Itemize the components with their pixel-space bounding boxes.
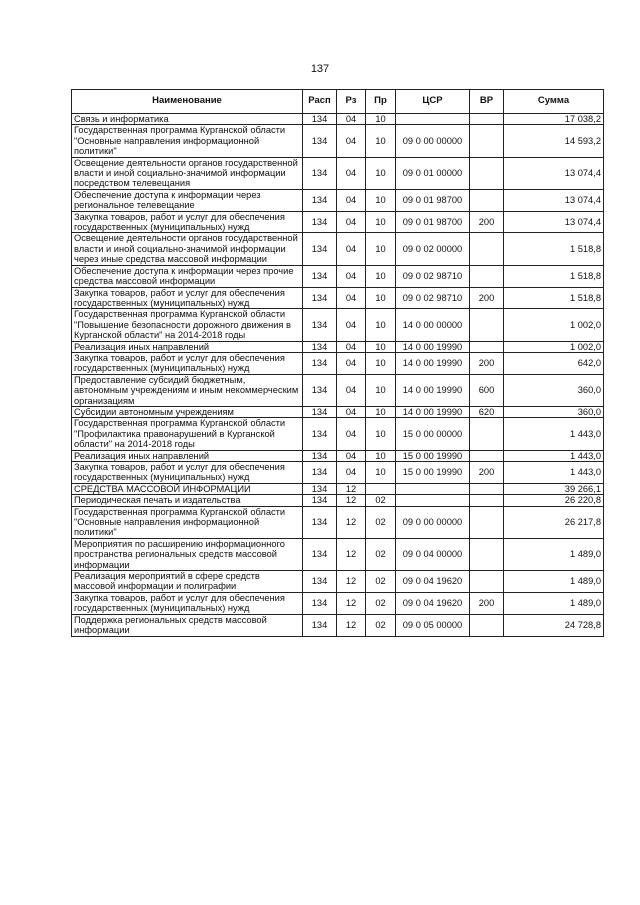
cell-rz: 04 (337, 287, 366, 309)
cell-vr (470, 418, 504, 450)
cell-pr: 02 (366, 495, 396, 506)
cell-vr (470, 157, 504, 189)
cell-rz: 12 (337, 592, 366, 614)
cell-rz: 04 (337, 341, 366, 352)
cell-vr: 200 (470, 211, 504, 233)
cell-vr: 620 (470, 406, 504, 417)
cell-name: Связь и информатика (72, 114, 303, 125)
cell-rz: 12 (337, 495, 366, 506)
cell-sum: 13 074,4 (504, 157, 604, 189)
cell-sum: 1 489,0 (504, 571, 604, 593)
table-row (72, 483, 604, 494)
cell-rz: 04 (337, 309, 366, 341)
cell-rasp: 134 (303, 125, 337, 157)
table-row (72, 157, 604, 189)
cell-rz: 12 (337, 571, 366, 593)
cell-csr: 09 0 00 00000 (396, 506, 470, 538)
cell-sum: 1 518,8 (504, 233, 604, 265)
cell-vr: 200 (470, 352, 504, 374)
cell-name: Государственная программа Курганской области "Профилактика правонарушений в Курганской области" на 2014-2018 годы (72, 418, 303, 450)
cell-sum: 360,0 (504, 406, 604, 417)
cell-vr (470, 309, 504, 341)
table-row (72, 538, 604, 570)
cell-name: Реализация иных направлений (72, 450, 303, 461)
cell-name: Поддержка региональных средств массовой информации (72, 614, 303, 636)
cell-name: Государственная программа Курганской области "Основные направления информационной политики" (72, 506, 303, 538)
table-row (72, 506, 604, 538)
table-row (72, 189, 604, 211)
cell-vr (470, 114, 504, 125)
cell-pr: 10 (366, 265, 396, 287)
cell-csr: 09 0 04 19620 (396, 571, 470, 593)
cell-name: Закупка товаров, работ и услуг для обеспечения государственных (муниципальных) нужд (72, 287, 303, 309)
cell-vr (470, 506, 504, 538)
cell-pr: 02 (366, 506, 396, 538)
cell-pr: 10 (366, 233, 396, 265)
cell-sum: 1 489,0 (504, 538, 604, 570)
cell-csr: 09 0 01 00000 (396, 157, 470, 189)
cell-rasp: 134 (303, 211, 337, 233)
table-body (72, 114, 604, 637)
cell-csr: 09 0 02 00000 (396, 233, 470, 265)
cell-rz: 04 (337, 418, 366, 450)
cell-rz: 04 (337, 157, 366, 189)
cell-csr (396, 483, 470, 494)
table-row (72, 614, 604, 636)
cell-rasp: 134 (303, 495, 337, 506)
cell-name: Обеспечение доступа к информации через региональное телевещание (72, 189, 303, 211)
page-number: 137 (310, 63, 330, 75)
cell-name: Субсидии автономным учреждениям (72, 406, 303, 417)
cell-rasp: 134 (303, 462, 337, 484)
table-row (72, 571, 604, 593)
cell-sum: 1 443,0 (504, 462, 604, 484)
header-pr: Пр (366, 90, 396, 114)
table-row (72, 341, 604, 352)
table-row (72, 211, 604, 233)
budget-table (71, 89, 604, 637)
table-row (72, 406, 604, 417)
header-name: Наименование (72, 90, 303, 114)
cell-pr: 10 (366, 462, 396, 484)
cell-csr: 09 0 01 98700 (396, 211, 470, 233)
cell-name: Освещение деятельности органов государственной власти и иной социально-значимой информации через иные средства массовой информации (72, 233, 303, 265)
cell-sum: 1 518,8 (504, 265, 604, 287)
cell-rz: 04 (337, 352, 366, 374)
cell-sum: 24 728,8 (504, 614, 604, 636)
cell-name: Обеспечение доступа к информации через прочие средства массовой информации (72, 265, 303, 287)
cell-rasp: 134 (303, 287, 337, 309)
cell-csr: 09 0 02 98710 (396, 265, 470, 287)
cell-name: Реализация иных направлений (72, 341, 303, 352)
cell-sum: 13 074,4 (504, 189, 604, 211)
cell-rasp: 134 (303, 233, 337, 265)
table-row (72, 233, 604, 265)
cell-rasp: 134 (303, 189, 337, 211)
cell-pr: 02 (366, 592, 396, 614)
cell-rz: 04 (337, 406, 366, 417)
cell-csr: 15 0 00 19990 (396, 450, 470, 461)
table-row (72, 309, 604, 341)
table-row (72, 265, 604, 287)
cell-rasp: 134 (303, 538, 337, 570)
cell-pr: 10 (366, 406, 396, 417)
cell-name: Периодическая печать и издательства (72, 495, 303, 506)
cell-vr (470, 125, 504, 157)
cell-rz: 12 (337, 614, 366, 636)
cell-pr: 10 (366, 352, 396, 374)
cell-name: Закупка товаров, работ и услуг для обеспечения государственных (муниципальных) нужд (72, 352, 303, 374)
cell-csr: 09 0 02 98710 (396, 287, 470, 309)
cell-rz: 12 (337, 538, 366, 570)
cell-vr (470, 265, 504, 287)
cell-name: Государственная программа Курганской области "Повышение безопасности дорожного движения в Курганской области" на 2014-2018 годы (72, 309, 303, 341)
cell-name: Предоставление субсидий бюджетным, автономным учреждениям и иным некоммерческим организациям (72, 374, 303, 406)
cell-name: Закупка товаров, работ и услуг для обеспечения государственных (муниципальных) нужд (72, 462, 303, 484)
cell-vr (470, 483, 504, 494)
cell-csr: 15 0 00 00000 (396, 418, 470, 450)
table-row (72, 462, 604, 484)
cell-pr: 02 (366, 614, 396, 636)
cell-sum: 642,0 (504, 352, 604, 374)
cell-pr: 02 (366, 571, 396, 593)
cell-rasp: 134 (303, 592, 337, 614)
cell-rasp: 134 (303, 406, 337, 417)
cell-rz: 04 (337, 450, 366, 461)
cell-csr (396, 495, 470, 506)
cell-pr: 10 (366, 450, 396, 461)
cell-pr: 10 (366, 211, 396, 233)
cell-rz: 04 (337, 125, 366, 157)
cell-vr (470, 495, 504, 506)
cell-name: Государственная программа Курганской области "Основные направления информационной политики" (72, 125, 303, 157)
cell-rasp: 134 (303, 265, 337, 287)
table-header-row (72, 90, 604, 114)
cell-vr: 200 (470, 592, 504, 614)
cell-sum: 1 443,0 (504, 450, 604, 461)
cell-rasp: 134 (303, 374, 337, 406)
cell-rz: 04 (337, 374, 366, 406)
cell-csr: 09 0 00 00000 (396, 125, 470, 157)
cell-rz: 04 (337, 462, 366, 484)
cell-rasp: 134 (303, 450, 337, 461)
cell-sum: 26 217,8 (504, 506, 604, 538)
cell-rz: 04 (337, 211, 366, 233)
cell-vr: 200 (470, 287, 504, 309)
cell-vr (470, 614, 504, 636)
cell-sum: 1 489,0 (504, 592, 604, 614)
header-rz: Рз (337, 90, 366, 114)
cell-sum: 1 443,0 (504, 418, 604, 450)
header-vr: ВР (470, 90, 504, 114)
cell-pr: 10 (366, 309, 396, 341)
cell-rz: 04 (337, 189, 366, 211)
cell-vr (470, 189, 504, 211)
cell-csr: 09 0 04 00000 (396, 538, 470, 570)
cell-name: СРЕДСТВА МАССОВОЙ ИНФОРМАЦИИ (72, 483, 303, 494)
cell-vr (470, 450, 504, 461)
cell-rasp: 134 (303, 114, 337, 125)
cell-sum: 1 002,0 (504, 341, 604, 352)
cell-vr: 200 (470, 462, 504, 484)
header-sum: Сумма (504, 90, 604, 114)
cell-pr (366, 483, 396, 494)
cell-rasp: 134 (303, 483, 337, 494)
cell-sum: 26 220,8 (504, 495, 604, 506)
table-row (72, 418, 604, 450)
cell-pr: 10 (366, 374, 396, 406)
cell-rasp: 134 (303, 309, 337, 341)
header-csr: ЦСР (396, 90, 470, 114)
table-row (72, 374, 604, 406)
cell-vr: 600 (470, 374, 504, 406)
cell-rasp: 134 (303, 614, 337, 636)
table-row (72, 352, 604, 374)
table-row (72, 114, 604, 125)
cell-vr (470, 341, 504, 352)
cell-rasp: 134 (303, 571, 337, 593)
cell-rasp: 134 (303, 506, 337, 538)
cell-rz: 12 (337, 506, 366, 538)
cell-csr: 09 0 04 19620 (396, 592, 470, 614)
cell-rasp: 134 (303, 418, 337, 450)
cell-csr: 14 0 00 19990 (396, 341, 470, 352)
cell-rz: 12 (337, 483, 366, 494)
cell-rz: 04 (337, 233, 366, 265)
cell-csr: 09 0 01 98700 (396, 189, 470, 211)
cell-name: Закупка товаров, работ и услуг для обеспечения государственных (муниципальных) нужд (72, 592, 303, 614)
cell-pr: 10 (366, 287, 396, 309)
cell-csr: 09 0 05 00000 (396, 614, 470, 636)
cell-rasp: 134 (303, 341, 337, 352)
cell-name: Мероприятия по расширению информационного пространства региональных средств массовой информации (72, 538, 303, 570)
cell-csr: 15 0 00 19990 (396, 462, 470, 484)
cell-rasp: 134 (303, 352, 337, 374)
cell-csr: 14 0 00 19990 (396, 374, 470, 406)
table-row (72, 287, 604, 309)
table-row (72, 450, 604, 461)
cell-pr: 10 (366, 125, 396, 157)
table-row (72, 592, 604, 614)
cell-vr (470, 571, 504, 593)
table-row (72, 125, 604, 157)
cell-pr: 10 (366, 341, 396, 352)
cell-sum: 1 518,8 (504, 287, 604, 309)
header-rasp: Расп (303, 90, 337, 114)
cell-name: Реализация мероприятий в сфере средств массовой информации и полиграфии (72, 571, 303, 593)
cell-sum: 13 074,4 (504, 211, 604, 233)
cell-sum: 1 002,0 (504, 309, 604, 341)
cell-rasp: 134 (303, 157, 337, 189)
cell-name: Освещение деятельности органов государственной власти и иной социально-значимой информации посредством телевещания (72, 157, 303, 189)
cell-sum: 14 593,2 (504, 125, 604, 157)
cell-sum: 39 266,1 (504, 483, 604, 494)
cell-pr: 10 (366, 114, 396, 125)
cell-rz: 04 (337, 114, 366, 125)
cell-sum: 360,0 (504, 374, 604, 406)
cell-sum: 17 038,2 (504, 114, 604, 125)
cell-rz: 04 (337, 265, 366, 287)
cell-pr: 02 (366, 538, 396, 570)
cell-csr (396, 114, 470, 125)
cell-csr: 14 0 00 19990 (396, 406, 470, 417)
cell-pr: 10 (366, 418, 396, 450)
cell-name: Закупка товаров, работ и услуг для обеспечения государственных (муниципальных) нужд (72, 211, 303, 233)
cell-vr (470, 538, 504, 570)
cell-vr (470, 233, 504, 265)
cell-csr: 14 0 00 19990 (396, 352, 470, 374)
table-row (72, 495, 604, 506)
cell-csr: 14 0 00 00000 (396, 309, 470, 341)
cell-pr: 10 (366, 189, 396, 211)
cell-pr: 10 (366, 157, 396, 189)
